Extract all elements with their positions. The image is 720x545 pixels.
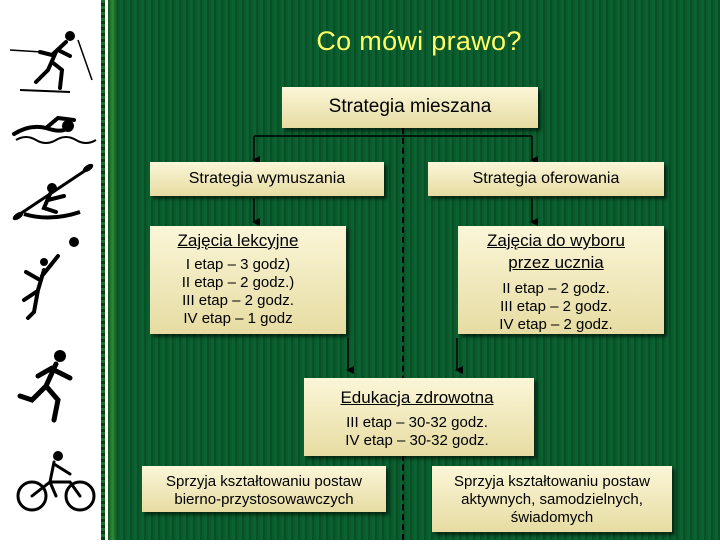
lessons-line: I etap – 3 godz) — [185, 256, 291, 273]
health-line: III etap – 30-32 godz. — [346, 414, 488, 431]
electives-heading — [458, 231, 654, 273]
electives-line: II etap – 2 godz. — [502, 280, 610, 297]
lessons-line: II etap – 2 godz.) — [181, 274, 295, 291]
slide-title: Co mówi prawo? — [316, 26, 522, 56]
lessons-line: IV etap – 1 godz — [183, 310, 293, 327]
active-attitudes-text — [432, 473, 672, 527]
health-education-hours — [304, 414, 530, 450]
lessons-hours — [150, 256, 326, 328]
enforcement-strategy-label: Strategia wymuszania — [188, 170, 346, 187]
active-line: Sprzyja kształtowaniu postaw — [454, 473, 650, 490]
mixed-strategy-label: Strategia mieszana — [328, 96, 492, 117]
electives-heading-line: przez ucznia — [508, 253, 604, 272]
offering-strategy-label: Strategia oferowania — [472, 170, 620, 187]
health-line: IV etap – 30-32 godz. — [345, 432, 489, 449]
lessons-line: III etap – 2 godz. — [182, 292, 294, 309]
active-line: aktywnych, samodzielnych, — [461, 491, 643, 508]
electives-line: III etap – 2 godz. — [500, 298, 612, 315]
active-line: świadomych — [510, 509, 594, 526]
electives-line: IV etap – 2 godz. — [499, 316, 613, 333]
passive-line: bierno-przystosowawczych — [174, 491, 354, 508]
passive-line: Sprzyja kształtowaniu postaw — [166, 473, 362, 490]
lessons-heading: Zajęcia lekcyjne — [177, 231, 299, 250]
passive-attitudes-text — [142, 473, 386, 509]
health-education-heading: Edukacja zdrowotna — [340, 388, 494, 407]
electives-heading-line: Zajęcia do wyboru — [487, 231, 625, 250]
electives-hours — [458, 280, 654, 334]
